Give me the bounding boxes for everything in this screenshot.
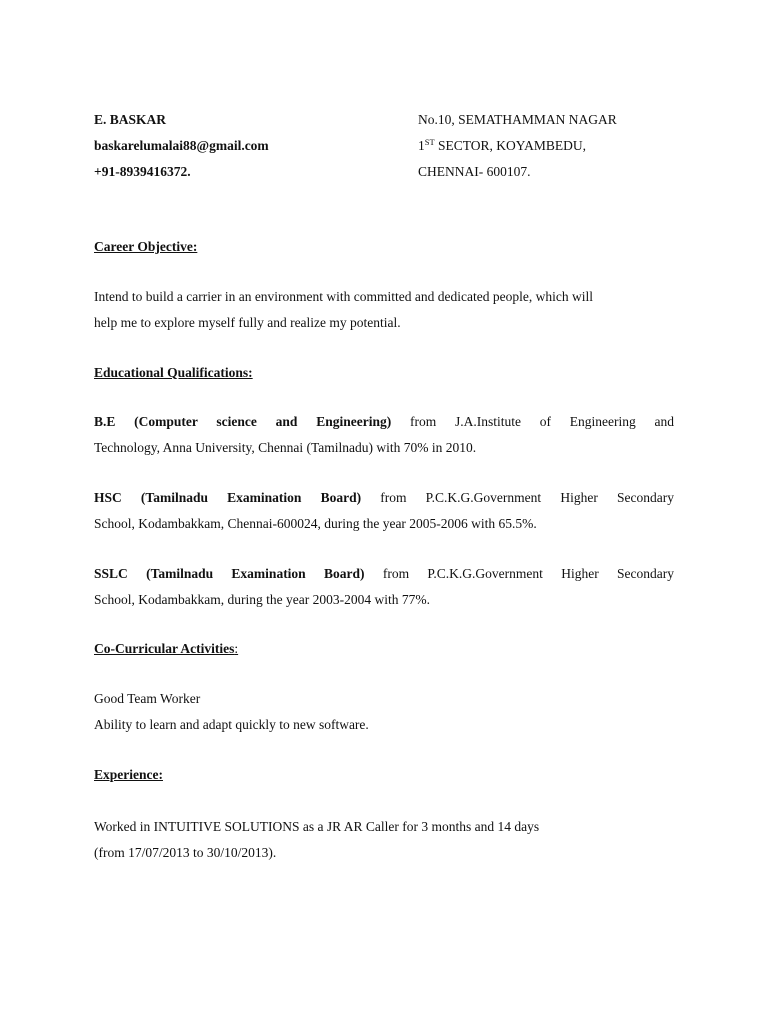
- education-heading: Educational Qualifications:: [94, 365, 253, 380]
- education-sslc-institute: from P.C.K.G.Government Higher Secondary: [364, 566, 674, 581]
- education-hsc-degree: HSC (Tamilnadu Examination Board): [94, 490, 362, 505]
- education-sslc-line-2: School, Kodambakkam, during the year 2003-2004 with 77%.: [94, 592, 430, 607]
- experience-line-1: Worked in INTUITIVE SOLUTIONS as a JR AR Caller for 3 months and 14 days: [94, 819, 540, 834]
- career-objective-line-1: Intend to build a carrier in an environment with committed and dedicated people, which will: [94, 289, 593, 304]
- activity-item-1: Good Team Worker: [94, 691, 201, 706]
- experience-line-2: (from 17/07/2013 to 30/10/2013).: [94, 845, 277, 860]
- address-line-1: No.10, SEMATHAMMAN NAGAR: [418, 112, 617, 127]
- experience-heading: Experience:: [94, 767, 163, 782]
- education-be-degree: B.E (Computer science and Engineering): [94, 414, 392, 429]
- education-hsc-line-2: School, Kodambakkam, Chennai-600024, during the year 2005-2006 with 65.5%.: [94, 516, 537, 531]
- career-objective-line-2: help me to explore myself fully and realize my potential.: [94, 315, 401, 330]
- candidate-email: baskarelumalai88@gmail.com: [94, 138, 269, 153]
- education-hsc-institute: from P.C.K.G.Government Higher Secondary: [361, 490, 674, 505]
- education-be-line-2: Technology, Anna University, Chennai (Tamilnadu) with 70% in 2010.: [94, 440, 477, 455]
- activities-heading-line: [94, 640, 238, 658]
- candidate-name: E. BASKAR: [94, 112, 167, 127]
- career-objective-heading: Career Objective:: [94, 239, 198, 254]
- address-line-3: CHENNAI- 600107.: [418, 164, 531, 179]
- address-sector-number: 1: [418, 138, 425, 153]
- activities-heading-colon: :: [234, 641, 239, 656]
- activities-heading: Co-Curricular Activities: [94, 641, 235, 656]
- address-sector-rest: SECTOR, KOYAMBEDU,: [434, 138, 586, 153]
- activity-item-2: Ability to learn and adapt quickly to new software.: [94, 717, 369, 732]
- candidate-phone: +91-8939416372.: [94, 164, 191, 179]
- education-sslc-degree: SSLC (Tamilnadu Examination Board): [94, 566, 365, 581]
- education-sslc-line-1: [94, 565, 674, 583]
- address-line-2: [418, 137, 586, 156]
- education-be-institute: from J.A.Institute of Engineering and: [391, 414, 674, 429]
- education-hsc-line-1: [94, 489, 674, 507]
- address-sector-suffix: ST: [424, 137, 435, 147]
- education-be-line-1: [94, 413, 674, 431]
